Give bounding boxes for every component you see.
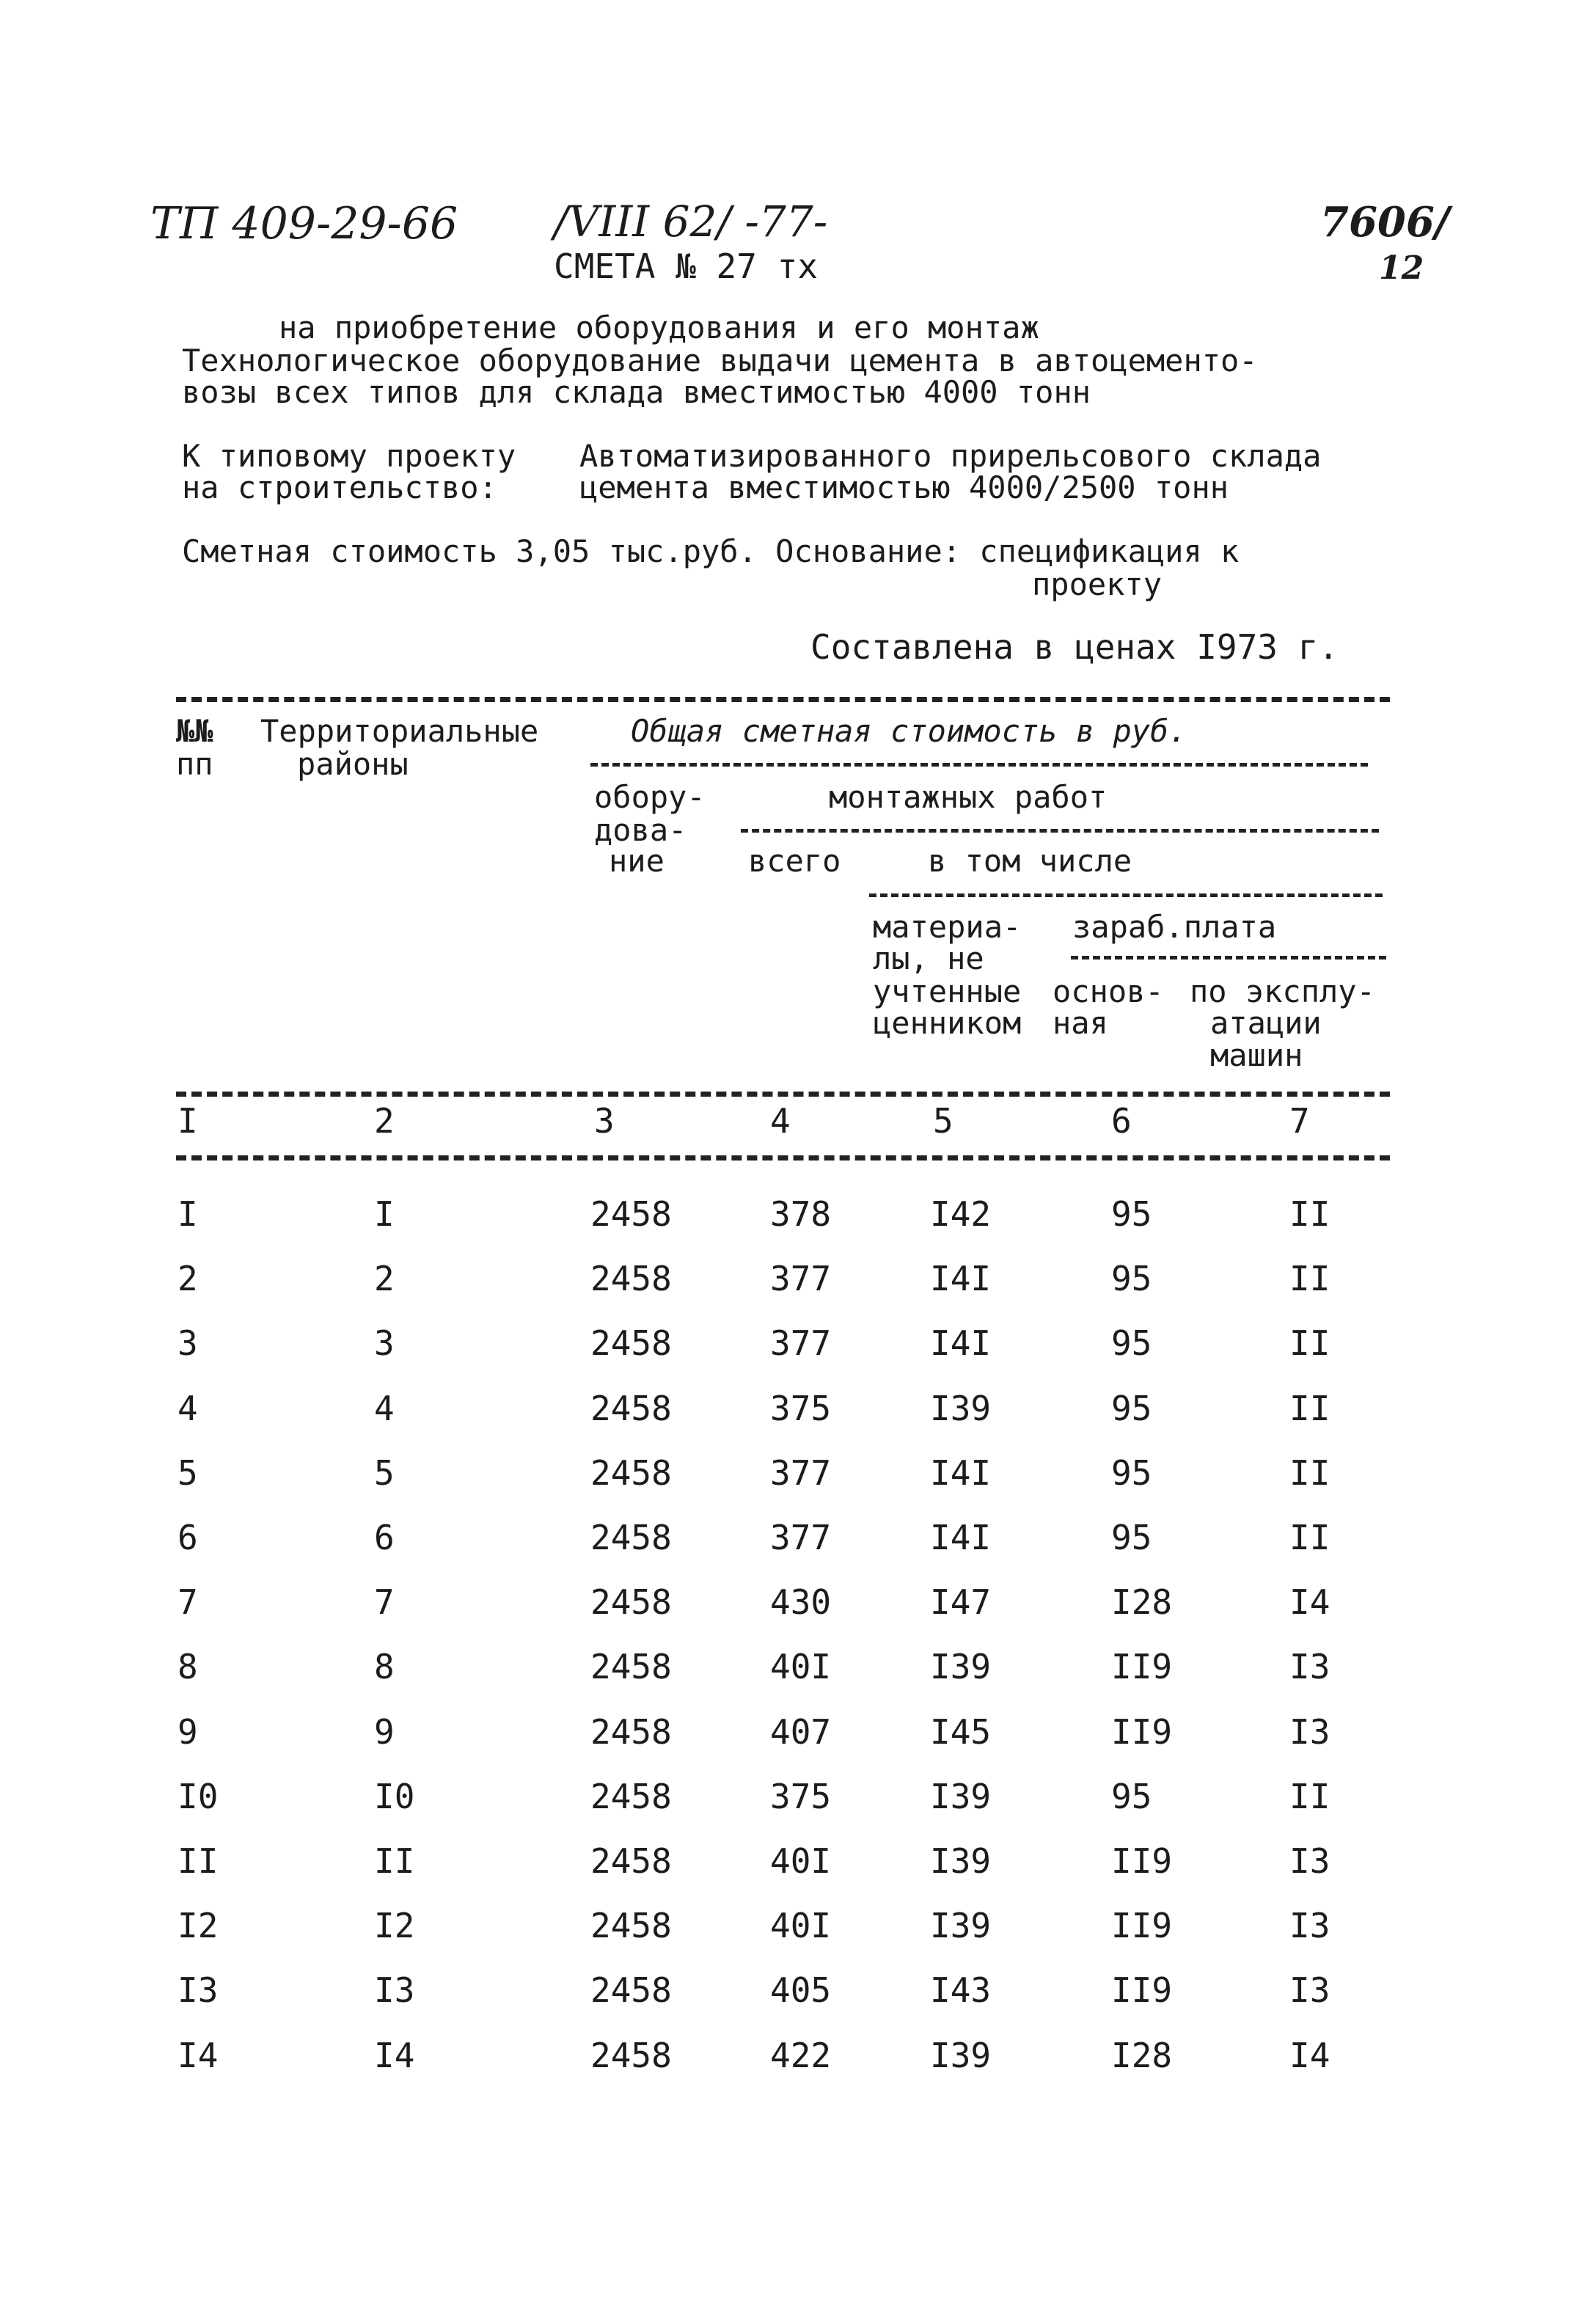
table-cell-region: I3 — [374, 1970, 415, 2010]
header-equipment-1: обору- — [594, 779, 706, 815]
table-cell-equipment-cost: 2458 — [590, 1259, 672, 1298]
table-cell-equipment-cost: 2458 — [590, 1453, 672, 1493]
table-cell-base-salary: 95 — [1111, 1518, 1152, 1557]
table-cell-equipment-cost: 2458 — [590, 1777, 672, 1816]
table-cell-machine-operation: I3 — [1289, 1841, 1330, 1881]
column-number-1: I — [177, 1101, 198, 1141]
table-cell-installation-total: 40I — [770, 1906, 832, 1945]
table-cell-materials: I4I — [930, 1518, 992, 1557]
rule-under-install — [741, 829, 1379, 833]
header-materials-1: материа- — [873, 909, 1022, 945]
header-materials-2: лы, не — [873, 940, 984, 976]
table-cell-materials: I39 — [930, 2036, 992, 2075]
header-installation: монтажных работ — [829, 779, 1108, 815]
table-cell-materials: I4I — [930, 1323, 992, 1363]
table-cell-installation-total: 40I — [770, 1647, 832, 1686]
table-cell-installation-total: 40I — [770, 1841, 832, 1881]
header-machines-1: по эксплу- — [1190, 973, 1375, 1009]
table-cell-base-salary: II9 — [1111, 1841, 1173, 1881]
header-region-2: районы — [297, 746, 409, 782]
table-cell-machine-operation: I3 — [1289, 1647, 1330, 1686]
table-cell-base-salary: II9 — [1111, 1647, 1173, 1686]
table-cell-installation-total: 422 — [770, 2036, 832, 2075]
table-cell-row-number: I3 — [177, 1970, 219, 2010]
table-cell-machine-operation: I3 — [1289, 1712, 1330, 1752]
header-region-1: Территориальные — [260, 713, 539, 749]
table-cell-machine-operation: II — [1289, 1389, 1330, 1428]
table-cell-equipment-cost: 2458 — [590, 1970, 672, 2010]
table-cell-region: 4 — [374, 1389, 395, 1428]
table-cell-equipment-cost: 2458 — [590, 1582, 672, 1622]
column-number-7: 7 — [1289, 1101, 1310, 1141]
table-cell-materials: I47 — [930, 1582, 992, 1622]
table-cell-equipment-cost: 2458 — [590, 1194, 672, 1234]
table-cell-base-salary: 95 — [1111, 1777, 1152, 1816]
table-cell-region: I4 — [374, 2036, 415, 2075]
table-cell-installation-total: 377 — [770, 1518, 832, 1557]
table-cell-machine-operation: I4 — [1289, 2036, 1330, 2075]
header-bottom-rule — [176, 1092, 1390, 1097]
header-materials-4: ценником — [873, 1005, 1022, 1041]
column-number-4: 4 — [770, 1101, 791, 1141]
column-number-3: 3 — [594, 1101, 615, 1141]
table-cell-equipment-cost: 2458 — [590, 1906, 672, 1945]
header-materials-3: учтенные — [873, 973, 1022, 1009]
table-cell-materials: I42 — [930, 1194, 992, 1234]
table-cell-base-salary: II9 — [1111, 1712, 1173, 1752]
table-cell-base-salary: II9 — [1111, 1906, 1173, 1945]
table-cell-materials: I39 — [930, 1389, 992, 1428]
archive-number: 7606/ — [1320, 198, 1450, 246]
table-cell-machine-operation: II — [1289, 1259, 1330, 1298]
table-cell-equipment-cost: 2458 — [590, 1712, 672, 1752]
table-cell-installation-total: 377 — [770, 1259, 832, 1298]
sheet-number: /VIII 62/ -77- — [554, 197, 828, 246]
table-cell-row-number: I0 — [177, 1777, 219, 1816]
table-cell-equipment-cost: 2458 — [590, 1841, 672, 1881]
table-cell-region: 3 — [374, 1323, 395, 1363]
table-cell-row-number: II — [177, 1841, 219, 1881]
table-cell-installation-total: 405 — [770, 1970, 832, 2010]
column-number-6: 6 — [1111, 1101, 1132, 1141]
document-title: СМЕТА № 27 тх — [554, 246, 819, 286]
table-cell-equipment-cost: 2458 — [590, 1518, 672, 1557]
table-cell-region: II — [374, 1841, 415, 1881]
rule-under-salary — [1071, 956, 1386, 960]
table-cell-equipment-cost: 2458 — [590, 1389, 672, 1428]
table-cell-base-salary: I28 — [1111, 2036, 1173, 2075]
table-cell-row-number: 5 — [177, 1453, 198, 1493]
project-value-2: цемента вместимостью 4000/2500 тонн — [579, 469, 1229, 505]
table-cell-machine-operation: II — [1289, 1518, 1330, 1557]
table-cell-region: 9 — [374, 1712, 395, 1752]
table-cell-equipment-cost: 2458 — [590, 1323, 672, 1363]
column-number-2: 2 — [374, 1101, 395, 1141]
table-top-rule — [176, 697, 1390, 702]
table-cell-materials: I39 — [930, 1841, 992, 1881]
table-cell-base-salary: I28 — [1111, 1582, 1173, 1622]
table-cell-materials: I43 — [930, 1970, 992, 2010]
header-all: всего — [748, 843, 841, 879]
table-cell-machine-operation: I3 — [1289, 1970, 1330, 2010]
table-cell-row-number: 3 — [177, 1323, 198, 1363]
table-cell-row-number: 8 — [177, 1647, 198, 1686]
table-cell-base-salary: 95 — [1111, 1259, 1152, 1298]
subtitle-line-1: на приобретение оборудования и его монтаж — [279, 310, 1039, 346]
estimated-cost-basis: проекту — [1032, 566, 1163, 602]
table-cell-machine-operation: II — [1289, 1194, 1330, 1234]
table-cell-region: 7 — [374, 1582, 395, 1622]
table-cell-row-number: 7 — [177, 1582, 198, 1622]
header-main-2: ная — [1053, 1005, 1108, 1041]
table-cell-region: 2 — [374, 1259, 395, 1298]
project-label-1: К типовому проекту — [182, 438, 516, 474]
column-numbers-rule — [176, 1155, 1390, 1161]
table-cell-region: I2 — [374, 1906, 415, 1945]
table-cell-materials: I39 — [930, 1777, 992, 1816]
table-cell-region: I0 — [374, 1777, 415, 1816]
table-cell-row-number: 6 — [177, 1518, 198, 1557]
subtitle-line-3: возы всех типов для склада вместимостью 4000 тонн — [182, 374, 1091, 410]
table-cell-machine-operation: I4 — [1289, 1582, 1330, 1622]
header-equipment-3: ние — [609, 843, 665, 879]
table-cell-machine-operation: II — [1289, 1453, 1330, 1493]
table-cell-region: I — [374, 1194, 395, 1234]
header-no-1: №№ — [176, 713, 213, 749]
table-cell-base-salary: 95 — [1111, 1389, 1152, 1428]
table-cell-machine-operation: II — [1289, 1323, 1330, 1363]
table-cell-row-number: 2 — [177, 1259, 198, 1298]
project-code: ТП 409-29-66 — [150, 198, 458, 249]
header-including: в том числе — [928, 843, 1132, 879]
header-equipment-2: дова- — [594, 812, 687, 848]
table-cell-base-salary: 95 — [1111, 1453, 1152, 1493]
table-cell-region: 6 — [374, 1518, 395, 1557]
table-cell-materials: I39 — [930, 1647, 992, 1686]
table-cell-materials: I4I — [930, 1453, 992, 1493]
subtitle-line-2: Технологическое оборудование выдачи цемента в автоцементо- — [182, 343, 1258, 379]
rule-under-including — [869, 893, 1383, 897]
table-cell-row-number: I4 — [177, 2036, 219, 2075]
rule-under-total — [590, 763, 1368, 767]
table-cell-base-salary: 95 — [1111, 1323, 1152, 1363]
project-value-1: Автоматизированного прирельсового склада — [579, 438, 1322, 474]
estimated-cost: Сметная стоимость 3,05 тыс.руб. Основание: спецификация к — [182, 533, 1240, 569]
header-machines-3: машин — [1210, 1037, 1303, 1073]
table-cell-base-salary: 95 — [1111, 1194, 1152, 1234]
header-main-1: основ- — [1053, 973, 1164, 1009]
page-number: 12 — [1379, 249, 1424, 287]
table-cell-installation-total: 375 — [770, 1777, 832, 1816]
table-cell-region: 5 — [374, 1453, 395, 1493]
table-cell-row-number: 9 — [177, 1712, 198, 1752]
table-cell-machine-operation: II — [1289, 1777, 1330, 1816]
column-number-5: 5 — [933, 1101, 953, 1141]
table-cell-materials: I4I — [930, 1259, 992, 1298]
header-machines-2: атации — [1210, 1005, 1322, 1041]
table-cell-materials: I39 — [930, 1906, 992, 1945]
table-cell-row-number: 4 — [177, 1389, 198, 1428]
table-cell-row-number: I2 — [177, 1906, 219, 1945]
table-cell-installation-total: 375 — [770, 1389, 832, 1428]
project-label-2: на строительство: — [182, 469, 497, 505]
table-cell-row-number: I — [177, 1194, 198, 1234]
table-cell-equipment-cost: 2458 — [590, 1647, 672, 1686]
price-basis: Составлена в ценах I973 г. — [810, 627, 1339, 667]
table-cell-installation-total: 430 — [770, 1582, 832, 1622]
table-cell-materials: I45 — [930, 1712, 992, 1752]
table-cell-equipment-cost: 2458 — [590, 2036, 672, 2075]
table-cell-region: 8 — [374, 1647, 395, 1686]
header-salary: зараб.плата — [1072, 909, 1277, 945]
table-cell-installation-total: 377 — [770, 1453, 832, 1493]
header-total-cost: Общая сметная стоимость в руб. — [631, 713, 1187, 749]
table-cell-base-salary: II9 — [1111, 1970, 1173, 2010]
table-cell-machine-operation: I3 — [1289, 1906, 1330, 1945]
table-cell-installation-total: 407 — [770, 1712, 832, 1752]
table-cell-installation-total: 377 — [770, 1323, 832, 1363]
header-no-2: пп — [176, 746, 213, 782]
table-cell-installation-total: 378 — [770, 1194, 832, 1234]
